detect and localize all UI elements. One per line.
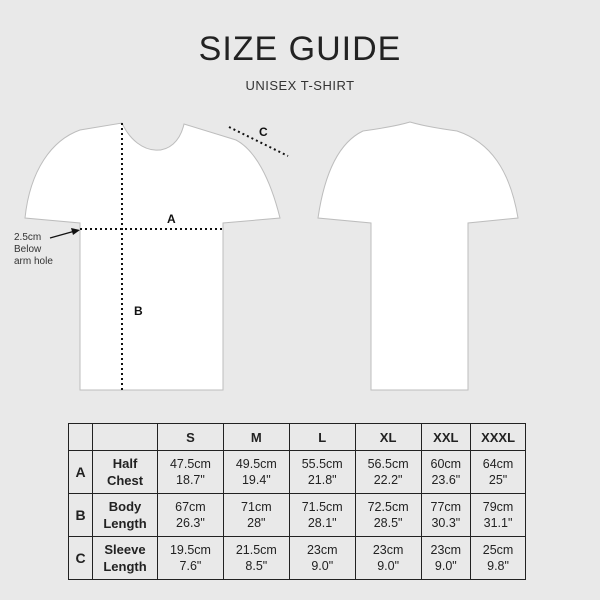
cell-inch: 26.3" [176,516,205,530]
row-label [93,537,158,580]
cell-inch: 9.0" [377,559,400,573]
table-cell [421,537,471,580]
arm-hole-arrowhead [71,228,80,235]
note-line-2: Below [14,244,42,255]
cell-cm: 67cm [175,500,206,514]
row-label-line1: Half [112,456,138,471]
marker-b: B [134,304,143,318]
row-label-line2: Chest [106,473,144,488]
cell-inch: 31.1" [483,516,513,530]
cell-cm: 60cm [430,457,462,471]
page-subtitle: UNISEX T-SHIRT [245,78,355,93]
cell-inch: 30.3" [431,516,461,530]
cell-cm: 49.5cm [235,457,277,471]
cell-cm: 71cm [241,500,272,514]
header-empty-cell [93,424,158,451]
size-header-row [69,424,526,451]
arm-hole-arrow [50,231,75,238]
cell-inch: 28.5" [373,516,403,530]
cell-inch: 9.8" [487,559,509,573]
cell-cm: 56.5cm [367,457,409,471]
row-letter: B [69,494,93,537]
size-header-l: L [289,424,355,451]
table-cell [471,494,526,537]
back-tshirt-shape [318,122,518,390]
cell-cm: 19.5cm [169,543,211,557]
size-header-xl: XL [355,424,421,451]
row-letter: A [69,451,93,494]
note-line-1: 2.5cm [14,232,42,243]
table-cell [158,494,224,537]
table-cell [355,494,421,537]
cell-inch: 9.0" [434,559,457,573]
cell-cm: 47.5cm [169,457,211,471]
size-header-s: S [158,424,224,451]
table-cell [223,494,289,537]
cell-inch: 21.8" [307,473,337,487]
header-empty-cell [69,424,93,451]
marker-c: C [259,125,268,139]
row-label [93,494,158,537]
cell-cm: 79cm [482,500,514,514]
table-cell [223,451,289,494]
arm-hole-note [14,232,53,268]
row-label-line1: Sleeve [104,542,146,557]
table-cell [289,494,355,537]
cell-cm: 72.5cm [367,500,409,514]
size-header-m: M [223,424,289,451]
cell-cm: 23cm [430,543,462,557]
table-cell [289,537,355,580]
cell-inch: 18.7" [176,473,205,487]
cell-inch: 28" [247,516,266,530]
cell-inch: 8.5" [245,559,268,573]
cell-inch: 7.6" [179,559,202,573]
cell-cm: 25cm [482,543,514,557]
row-label [93,451,158,494]
front-tshirt-shape [25,123,280,390]
cell-cm: 64cm [482,457,514,471]
cell-cm: 77cm [430,500,462,514]
cell-inch: 25" [488,473,508,487]
cell-cm: 23cm [306,543,338,557]
cell-cm: 21.5cm [235,543,277,557]
table-cell [421,494,471,537]
table-cell [158,537,224,580]
table-row-half-chest [69,451,526,494]
table-row-sleeve-length [69,537,526,580]
size-table [68,423,526,580]
table-cell [158,451,224,494]
cell-inch: 28.1" [307,516,337,530]
size-header-xxxl: XXXL [471,424,526,451]
cell-inch: 19.4" [241,473,271,487]
row-label-line2: Length [103,559,147,574]
marker-a: A [167,212,176,226]
cell-inch: 9.0" [311,559,334,573]
cell-cm: 71.5cm [301,500,343,514]
table-cell [289,451,355,494]
cell-inch: 23.6" [431,473,461,487]
note-line-3: arm hole [14,256,53,267]
page-title: SIZE GUIDE [198,30,402,68]
table-cell [223,537,289,580]
row-letter: C [69,537,93,580]
table-cell [471,451,526,494]
table-row-body-length [69,494,526,537]
cell-cm: 23cm [372,543,404,557]
table-cell [421,451,471,494]
cell-cm: 55.5cm [301,457,343,471]
table-cell [355,537,421,580]
table-cell [355,451,421,494]
row-label-line2: Length [103,516,147,531]
table-cell [471,537,526,580]
cell-inch: 22.2" [373,473,403,487]
size-header-xxl: XXL [421,424,471,451]
row-label-line1: Body [108,499,142,514]
